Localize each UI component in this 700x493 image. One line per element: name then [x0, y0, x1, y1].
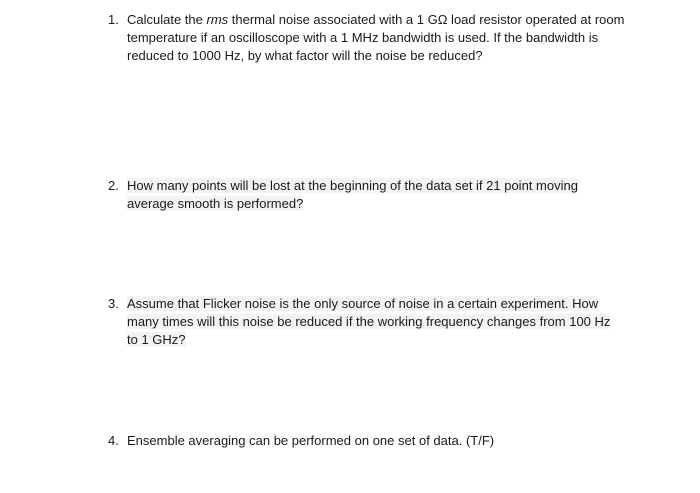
question-number: 2.	[108, 178, 119, 193]
question-text	[127, 177, 607, 213]
question-number: 3.	[108, 296, 119, 311]
question-3	[108, 295, 668, 349]
question-text-body: How many points will be lost at the beginning of the data set if 21 point moving average smooth is performed?	[127, 178, 578, 211]
question-number: 1.	[108, 12, 119, 27]
question-text-start: Calculate the	[127, 12, 207, 27]
question-text-body: Assume that Flicker noise is the only source of noise in a certain experiment. How many times will this noise be reduced if the working frequency changes from 100 Hz to 1 GHz?	[127, 296, 611, 347]
question-text	[127, 432, 647, 450]
question-text-rest: thermal noise associated with a 1 GΩ load resistor operated at room temperature if an oscilloscope with a 1 MHz bandwidth is used. If the bandwidth is reduced to 1000 Hz, by what factor will the noise be reduced?	[127, 12, 625, 63]
question-4	[108, 432, 668, 450]
question-2	[108, 177, 668, 213]
question-text-italic: rms	[206, 12, 229, 27]
question-number: 4.	[108, 433, 119, 448]
question-1	[108, 11, 668, 65]
question-text	[127, 11, 627, 65]
question-text	[127, 295, 612, 349]
question-text-body: Ensemble averaging can be performed on one set of data. (T/F)	[127, 433, 495, 448]
